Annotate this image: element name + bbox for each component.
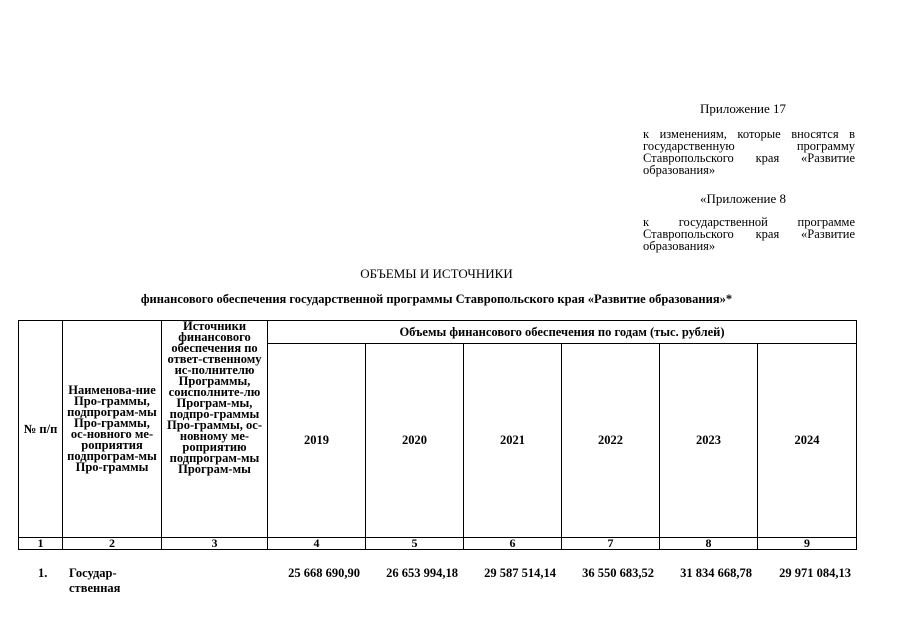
- row-name: [69, 566, 120, 596]
- row-value-2021: 29 587 514,14: [484, 566, 556, 580]
- row-value-2022: 36 550 683,52: [582, 566, 654, 580]
- header-year: 2022: [562, 344, 660, 538]
- row-value-2024: 29 971 084,13: [779, 566, 851, 580]
- appendix-text: к изменениям, которые вносятся в государственную программу Ставропольского края «Развитие образования»: [643, 127, 855, 177]
- row-value-2019: 25 668 690,90: [288, 566, 360, 580]
- header-year: 2020: [366, 344, 464, 538]
- column-number: 6: [464, 538, 562, 550]
- row-name-line: Государ-: [69, 566, 117, 580]
- document-subtitle: финансового обеспечения государственной программы Ставропольского края «Развитие образования»*: [140, 292, 733, 306]
- header-volumes-group: Объемы финансового обеспечения по годам (тыс. рублей): [268, 321, 857, 344]
- column-number: 9: [758, 538, 857, 550]
- row-number: 1.: [38, 566, 48, 580]
- header-number: № п/п: [19, 321, 63, 538]
- header-year: 2019: [268, 344, 366, 538]
- row-value-2020: 26 653 994,18: [386, 566, 458, 580]
- appendix-title: Приложение 17: [700, 101, 787, 116]
- header-year: 2021: [464, 344, 562, 538]
- header-year: 2024: [758, 344, 857, 538]
- column-number: 3: [162, 538, 268, 550]
- header-name: Наименова-ние Про-граммы, подпрограм-мы Про-граммы, ос-новного ме-роприятия подпрограм-мы Про-граммы: [63, 321, 162, 538]
- appendix-subtext: к государственной программе Ставропольского края «Развитие образования»: [643, 215, 855, 253]
- column-number: 5: [366, 538, 464, 550]
- row-name-line: ственная: [69, 581, 121, 595]
- column-number: 7: [562, 538, 660, 550]
- header-source: Источники финансового обеспечения по ответ-ственному ис-полнителю Программы, соисполните-лю Програм-мы, подпро-граммы Про-граммы, ос-новному ме-роприятию подпрограм-мы Програм-мы: [162, 321, 268, 538]
- header-year: 2023: [660, 344, 758, 538]
- appendix-subtitle: «Приложение 8: [700, 191, 787, 206]
- column-number: 8: [660, 538, 758, 550]
- column-number: 1: [19, 538, 63, 550]
- financing-table: [18, 320, 857, 550]
- document-title: ОБЪЕМЫ И ИСТОЧНИКИ: [360, 266, 513, 281]
- column-number: 2: [63, 538, 162, 550]
- column-number: 4: [268, 538, 366, 550]
- row-value-2023: 31 834 668,78: [680, 566, 752, 580]
